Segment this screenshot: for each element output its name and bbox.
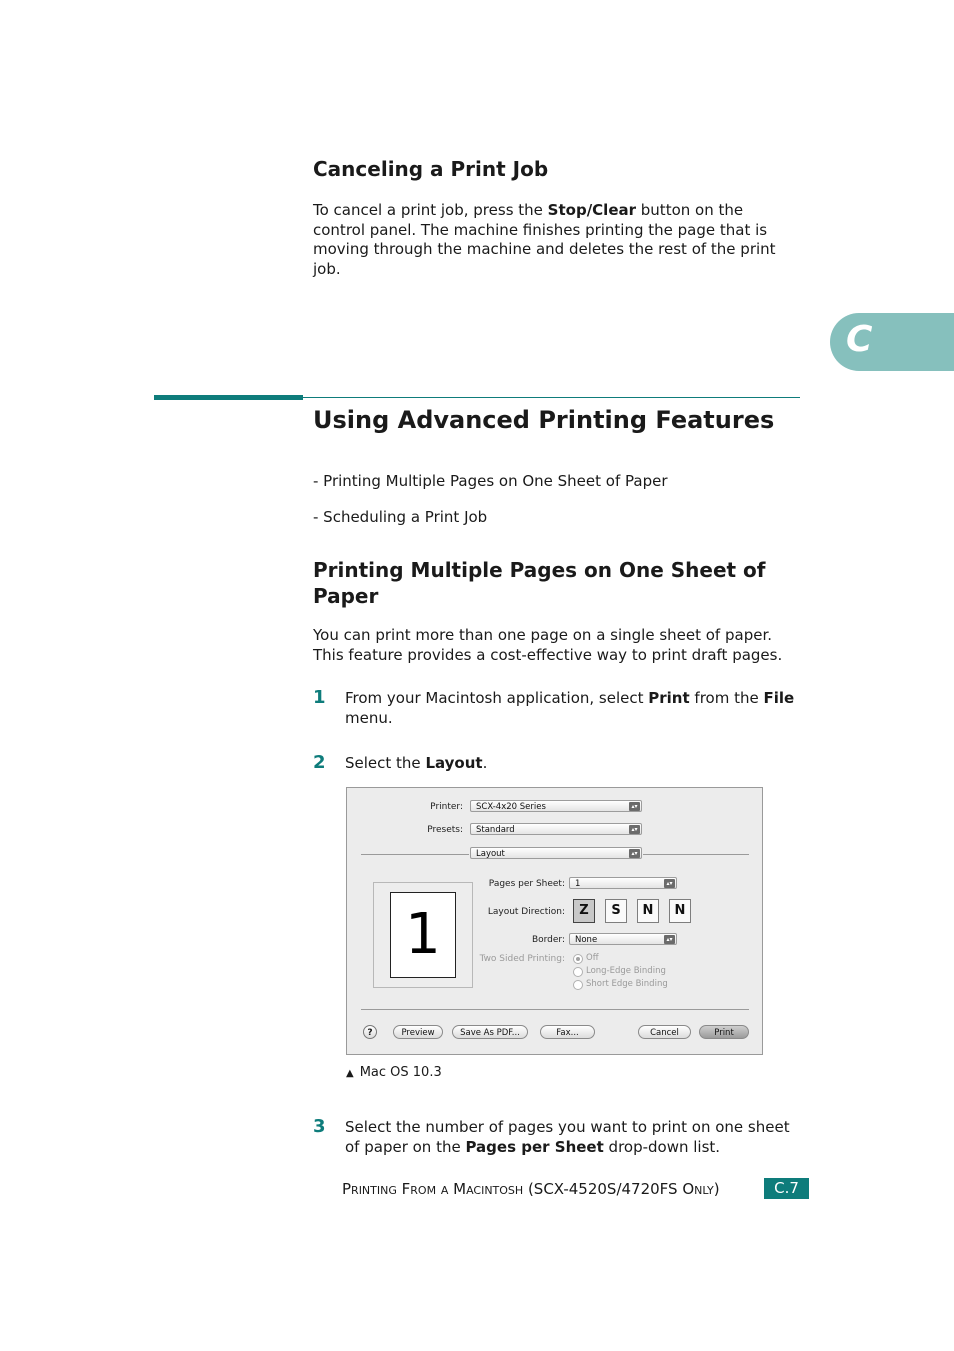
chapter-letter: C	[846, 319, 873, 360]
step-number: 2	[313, 752, 326, 773]
border-label: Border:	[531, 935, 565, 945]
preview-page: 1	[390, 892, 456, 978]
save-as-pdf-button[interactable]: Save As PDF...	[452, 1025, 528, 1039]
section-rule-thin	[303, 397, 800, 398]
triangle-icon: ▲	[346, 1068, 354, 1079]
direction-z-button[interactable]: Z	[573, 899, 595, 923]
printer-label: Printer:	[430, 802, 463, 812]
section-title-advanced: Using Advanced Printing Features	[313, 406, 775, 434]
stop-clear-term: Stop/Clear	[547, 201, 637, 219]
file-term: File	[763, 689, 795, 707]
updown-arrow-icon: ▴▾	[664, 935, 675, 944]
divider	[361, 854, 469, 855]
pages-per-sheet-value: 1	[575, 879, 581, 889]
step-text-part: .	[482, 754, 488, 772]
caption-text: Mac OS 10.3	[359, 1065, 442, 1080]
step-number: 3	[313, 1116, 326, 1137]
step-text-part: Select the	[345, 754, 426, 772]
print-button[interactable]: Print	[699, 1025, 749, 1039]
step-text-part: from the	[689, 689, 764, 707]
print-term: Print	[648, 689, 690, 707]
updown-arrow-icon: ▴▾	[629, 849, 640, 858]
chapter-tab	[830, 313, 954, 371]
section-rule-thick	[154, 395, 303, 400]
long-edge-binding-radio[interactable]: Long-Edge Binding	[573, 966, 666, 977]
panel-value: Layout	[476, 849, 505, 859]
footer-model: (SCX-4520S/4720FS	[523, 1180, 683, 1198]
layout-preview	[373, 882, 473, 988]
printer-value: SCX-4x20 Series	[476, 802, 546, 812]
page-number: C.7	[764, 1178, 809, 1199]
section-title-canceling: Canceling a Print Job	[313, 157, 549, 181]
footer-only: Only	[682, 1180, 714, 1198]
two-sided-label: Two Sided Printing:	[479, 954, 565, 964]
presets-label: Presets:	[427, 825, 463, 835]
footer-close: )	[713, 1180, 720, 1198]
two-sided-off-radio[interactable]: Off	[573, 953, 599, 964]
step-text	[345, 689, 805, 728]
multiple-pages-intro: You can print more than one page on a single sheet of paper. This feature provides a cost-effective way to print draft pages.	[313, 626, 783, 664]
print-dialog	[346, 787, 763, 1055]
updown-arrow-icon: ▴▾	[629, 802, 640, 811]
fax-button[interactable]: Fax...	[540, 1025, 595, 1039]
border-select[interactable]	[569, 933, 677, 945]
step-text-part: Select the number of pages you want to print on one sheet of paper on the	[345, 1118, 790, 1156]
pages-per-sheet-select[interactable]	[569, 877, 677, 889]
help-button[interactable]: ?	[363, 1025, 377, 1039]
layout-term: Layout	[425, 754, 483, 772]
feature-list-item[interactable]: - Printing Multiple Pages on One Sheet of Paper	[313, 472, 668, 490]
figure-caption	[346, 1065, 442, 1080]
panel-select[interactable]	[470, 847, 642, 859]
direction-s-button[interactable]: S	[605, 899, 627, 923]
updown-arrow-icon: ▴▾	[629, 825, 640, 834]
updown-arrow-icon: ▴▾	[664, 879, 675, 888]
para-text: button on the control panel. The machine finishes printing the page that is moving through the machine and deletes the rest of the print job.	[313, 201, 776, 278]
cancel-button[interactable]: Cancel	[638, 1025, 691, 1039]
presets-value: Standard	[476, 825, 515, 835]
short-edge-binding-radio[interactable]: Short Edge Binding	[573, 979, 668, 990]
step-text-part: menu.	[345, 708, 393, 727]
presets-select[interactable]	[470, 823, 642, 835]
step-text	[345, 1118, 805, 1157]
canceling-paragraph	[313, 201, 799, 279]
step-text	[345, 754, 487, 774]
divider	[361, 1009, 749, 1010]
layout-direction-label: Layout Direction:	[487, 907, 565, 917]
preview-button[interactable]: Preview	[393, 1025, 443, 1039]
para-text: To cancel a print job, press the	[313, 201, 548, 219]
printer-select[interactable]	[470, 800, 642, 812]
feature-list-item[interactable]: - Scheduling a Print Job	[313, 508, 488, 526]
footer-title: Printing From a Macintosh	[342, 1180, 524, 1198]
divider	[643, 854, 749, 855]
border-value: None	[575, 935, 598, 945]
direction-n-button[interactable]: N	[637, 899, 659, 923]
step-text-part: From your Macintosh application, select	[345, 689, 649, 707]
direction-n2-button[interactable]: N	[669, 899, 691, 923]
pages-per-sheet-term: Pages per Sheet	[465, 1137, 604, 1156]
step-number: 1	[313, 687, 326, 708]
pages-per-sheet-label: Pages per Sheet:	[488, 879, 565, 889]
step-text-part: drop-down list.	[603, 1137, 721, 1156]
page-footer	[342, 1179, 720, 1199]
section-title-multiple-pages: Printing Multiple Pages on One Sheet of Paper	[313, 558, 766, 608]
